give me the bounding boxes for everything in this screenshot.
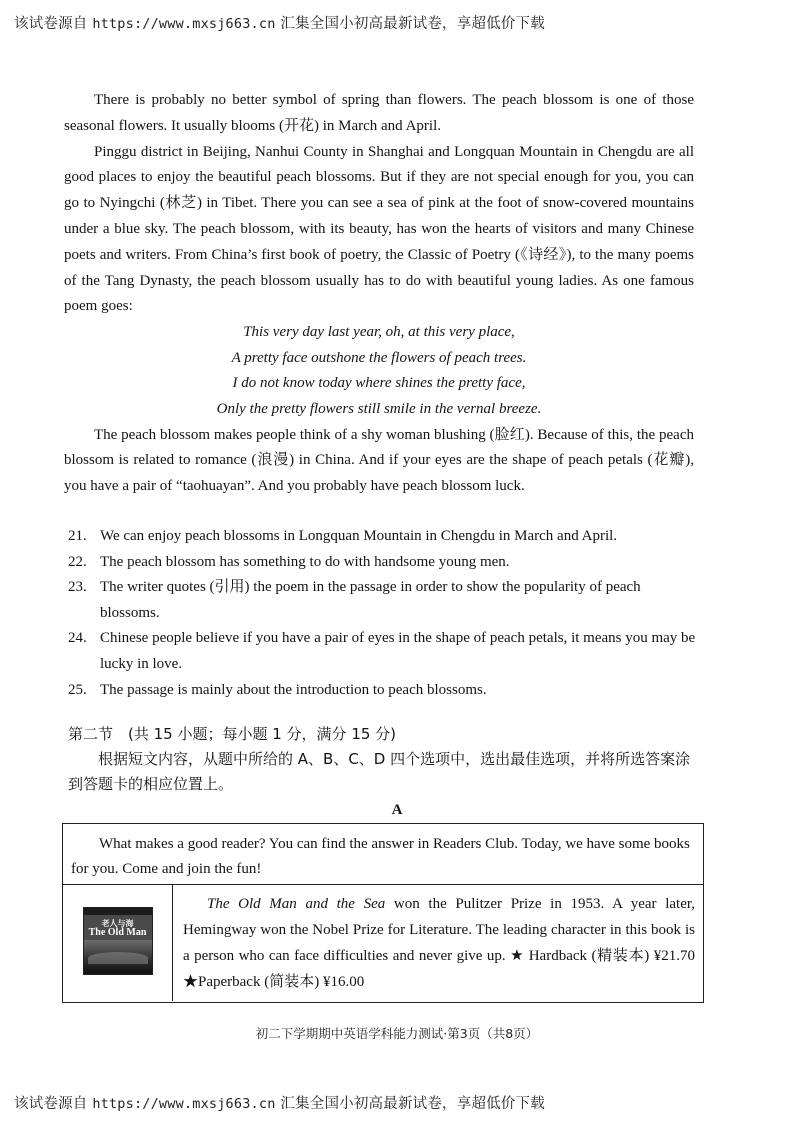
book-title: The Old Man and the Sea xyxy=(207,896,386,912)
book-row xyxy=(63,885,711,1001)
reading-passage xyxy=(64,88,694,500)
question-item xyxy=(68,626,698,677)
watermark-prefix: 该试卷源自 xyxy=(14,1096,93,1112)
section-heading: 第二节 (共 15 小题；每小题 1 分，满分 15 分) xyxy=(68,725,397,743)
watermark-suffix: 汇集全国小初高最新试卷，享超低价下载 xyxy=(275,16,545,32)
watermark-prefix: 该试卷源自 xyxy=(14,16,93,32)
book-cover-cell xyxy=(63,885,173,1001)
book-description-text: won the Pulitzer Prize in 1953. A year later, Hemingway won the Nobel Prize for Literature. The leading character in this book is a person who can face difficulties and never give up. ★ Hardback (精装本) ¥21.70 ★Paperback (简装本) ¥16.00 xyxy=(183,896,711,990)
poem xyxy=(64,320,694,422)
question-text: The peach blossom has something to do with handsome young men. xyxy=(100,553,510,570)
question-number: 23. xyxy=(68,579,87,596)
passage-paragraph-3: The peach blossom makes people think of a shy woman blushing (脸红). Because of this, the peach blossom is related to romance (浪漫) in China. And if your eyes are the shape of peach petals (花瓣), you have a pair of “taohuayan”. And you probably have peach blossom luck. xyxy=(64,426,694,495)
poem-line-1: This very day last year, oh, at this very place, xyxy=(243,324,515,341)
readers-club-table xyxy=(62,823,711,1003)
passage-paragraph-2: Pinggu district in Beijing, Nanhui County in Shanghai and Longquan Mountain in Chengdu are all good places to enjoy the beautiful peach blossoms. But if they are not special enough for you, you can go to Nyingchi (林芝) in Tibet. There you can see a sea of pink at the foot of snow-covered mountains under a blue sky. The peach blossom, with its beauty, has won the hearts of visitors and many Chinese poets and writers. From China’s first book of poetry, the Classic of Poetry (《诗经》), to the many poems of the Tang Dynasty, the peach blossom usually has to do with beautiful young ladies. As one famous poem goes: xyxy=(64,143,694,315)
book-cover-image xyxy=(83,907,153,975)
question-number: 22. xyxy=(68,553,87,570)
question-item xyxy=(68,524,698,550)
question-number: 24. xyxy=(68,630,87,647)
poem-line-4: Only the pretty flowers still smile in the vernal breeze. xyxy=(216,400,542,417)
readers-club-intro: What makes a good reader? You can find the answer in Readers Club. Today, we have some books for you. Come and join the fun! xyxy=(63,824,703,885)
question-text: Chinese people believe if you have a pair of eyes in the shape of peach petals, it means you may be lucky in love. xyxy=(100,630,696,672)
watermark-suffix: 汇集全国小初高最新试卷，享超低价下载 xyxy=(275,1096,545,1112)
page-footer: 初二下学期期中英语学科能力测试·第3页（共8页） xyxy=(255,1026,539,1041)
section-instruction: 根据短文内容，从题中所给的 A、B、C、D 四个选项中，选出最佳选项，并将所选答案涂到答题卡的相应位置上。 xyxy=(68,750,691,793)
section-two xyxy=(68,722,700,797)
question-number: 21. xyxy=(68,528,87,544)
question-text: We can enjoy peach blossoms in Longquan Mountain in Chengdu in March and April. xyxy=(100,528,618,544)
question-text: The writer quotes (引用) the poem in the passage in order to show the popularity of peach blossoms. xyxy=(100,579,641,621)
watermark-bottom xyxy=(14,1092,545,1113)
book-cover-chinese-title: 老人与海 xyxy=(101,919,134,928)
book-cover-english-title: The Old Man xyxy=(88,927,147,938)
book-description xyxy=(173,885,711,1001)
part-a-label: A xyxy=(391,802,403,818)
true-false-questions xyxy=(68,524,698,703)
question-item xyxy=(68,678,698,704)
question-item xyxy=(68,575,698,626)
question-text: The passage is mainly about the introduction to peach blossoms. xyxy=(100,681,487,698)
watermark-top xyxy=(14,12,545,33)
question-number: 25. xyxy=(68,681,87,698)
poem-line-3: I do not know today where shines the pretty face, xyxy=(232,375,526,392)
watermark-url[interactable]: https://www.mxsj663.cn xyxy=(92,16,276,32)
question-item xyxy=(68,550,698,576)
poem-line-2: A pretty face outshone the flowers of peach trees. xyxy=(231,349,527,366)
watermark-url[interactable]: https://www.mxsj663.cn xyxy=(92,1096,276,1112)
passage-paragraph-1: There is probably no better symbol of spring than flowers. The peach blossom is one of those seasonal flowers. It usually blooms (开花) in March and April. xyxy=(64,92,694,134)
